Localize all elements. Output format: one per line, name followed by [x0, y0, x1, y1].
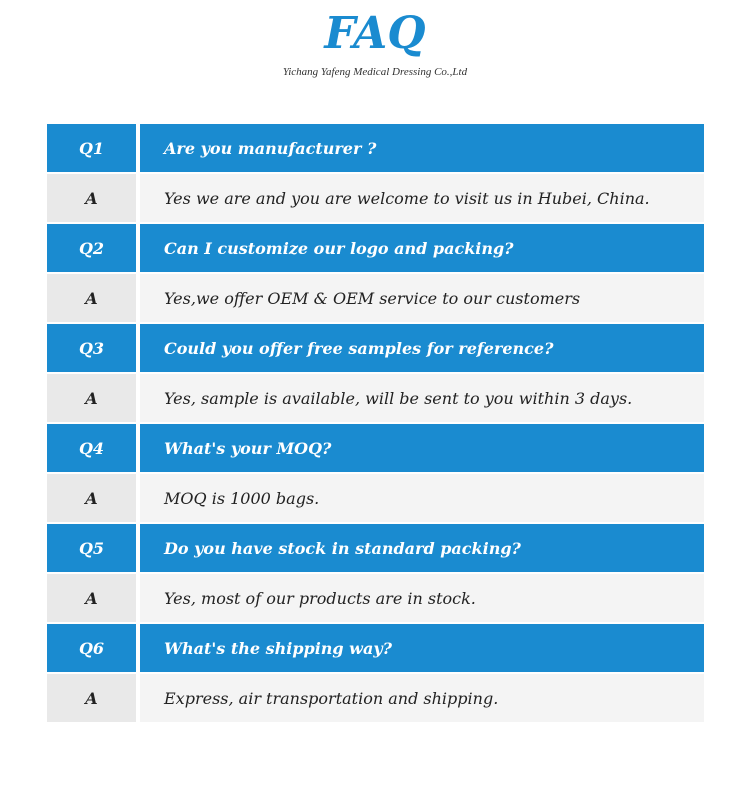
answer-text: Yes, most of our products are in stock. [140, 574, 704, 622]
page-title: FAQ [324, 8, 426, 59]
faq-item [47, 524, 704, 624]
answer-label: A [47, 374, 136, 422]
question-text: Are you manufacturer ? [140, 124, 704, 172]
answer-row [47, 574, 704, 622]
answer-row [47, 474, 704, 522]
answer-label: A [47, 474, 136, 522]
question-label: Q4 [47, 424, 136, 472]
question-text: Do you have stock in standard packing? [140, 524, 704, 572]
answer-label: A [47, 274, 136, 322]
question-row [47, 224, 704, 272]
question-label: Q3 [47, 324, 136, 372]
answer-row [47, 274, 704, 322]
faq-item [47, 124, 704, 224]
question-label: Q2 [47, 224, 136, 272]
question-row [47, 124, 704, 172]
answer-text: MOQ is 1000 bags. [140, 474, 704, 522]
answer-text: Yes, sample is available, will be sent to you within 3 days. [140, 374, 704, 422]
answer-text: Yes we are and you are welcome to visit us in Hubei, China. [140, 174, 704, 222]
question-text: What's the shipping way? [140, 624, 704, 672]
answer-text: Yes,we offer OEM & OEM service to our customers [140, 274, 704, 322]
answer-row [47, 374, 704, 422]
faq-table [47, 124, 704, 724]
question-label: Q6 [47, 624, 136, 672]
faq-item [47, 624, 704, 724]
question-label: Q5 [47, 524, 136, 572]
answer-label: A [47, 174, 136, 222]
question-text: Could you offer free samples for reference? [140, 324, 704, 372]
question-text: Can I customize our logo and packing? [140, 224, 704, 272]
question-row [47, 524, 704, 572]
faq-item [47, 224, 704, 324]
answer-label: A [47, 574, 136, 622]
faq-item [47, 324, 704, 424]
question-row [47, 624, 704, 672]
answer-row [47, 674, 704, 722]
company-subtitle: Yichang Yafeng Medical Dressing Co.,Ltd [282, 66, 468, 78]
faq-item [47, 424, 704, 524]
question-row [47, 424, 704, 472]
question-row [47, 324, 704, 372]
answer-label: A [47, 674, 136, 722]
question-label: Q1 [47, 124, 136, 172]
answer-text: Express, air transportation and shipping. [140, 674, 704, 722]
answer-row [47, 174, 704, 222]
question-text: What's your MOQ? [140, 424, 704, 472]
